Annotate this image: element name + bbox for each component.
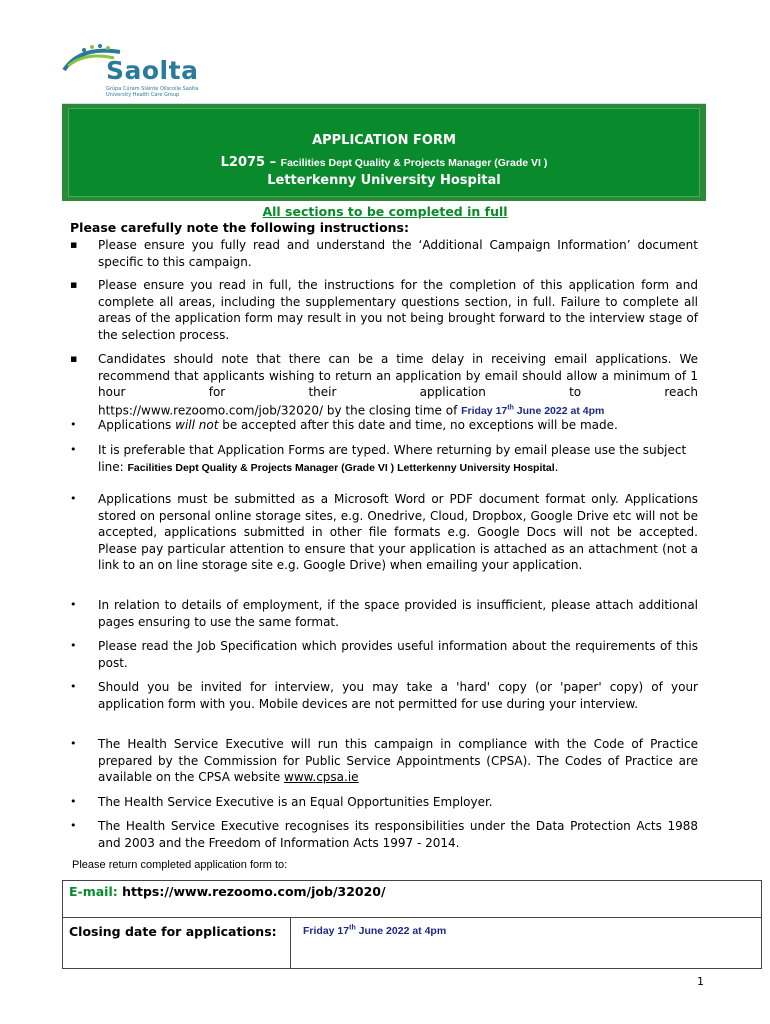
logo-name: Saolta	[106, 56, 199, 85]
return-note: Please return completed application form to:	[72, 859, 288, 871]
email-label: E-mail:	[69, 884, 118, 899]
submission-details-table	[62, 880, 762, 969]
form-code: L2075 –	[220, 155, 277, 170]
page-number: 1	[697, 975, 704, 988]
logo-subtitle: Grúpa Cúram Sláinte Ollscoile Saolta University Health Care Group	[106, 86, 199, 98]
cpsa-link[interactable]: www.cpsa.ie	[284, 770, 359, 784]
form-role: Facilities Dept Quality & Projects Manager (Grade VI )	[280, 157, 548, 169]
form-code-role	[69, 155, 699, 170]
closing-time-inline: Friday 17th June 2022 at 4pm	[461, 404, 605, 417]
form-hospital: Letterkenny University Hospital	[267, 173, 501, 188]
instructions-heading: Please carefully note the following instructions:	[70, 220, 409, 235]
closing-value: Friday 17th June 2022 at 4pm	[291, 918, 762, 969]
email-value[interactable]: https://www.rezoomo.com/job/32020/	[122, 884, 386, 899]
all-sections-note: All sections to be completed in full	[262, 204, 508, 219]
saolta-logo	[62, 42, 212, 102]
closing-label: Closing date for applications:	[63, 918, 291, 969]
form-header-banner	[62, 103, 706, 201]
form-title: APPLICATION FORM	[312, 133, 456, 148]
